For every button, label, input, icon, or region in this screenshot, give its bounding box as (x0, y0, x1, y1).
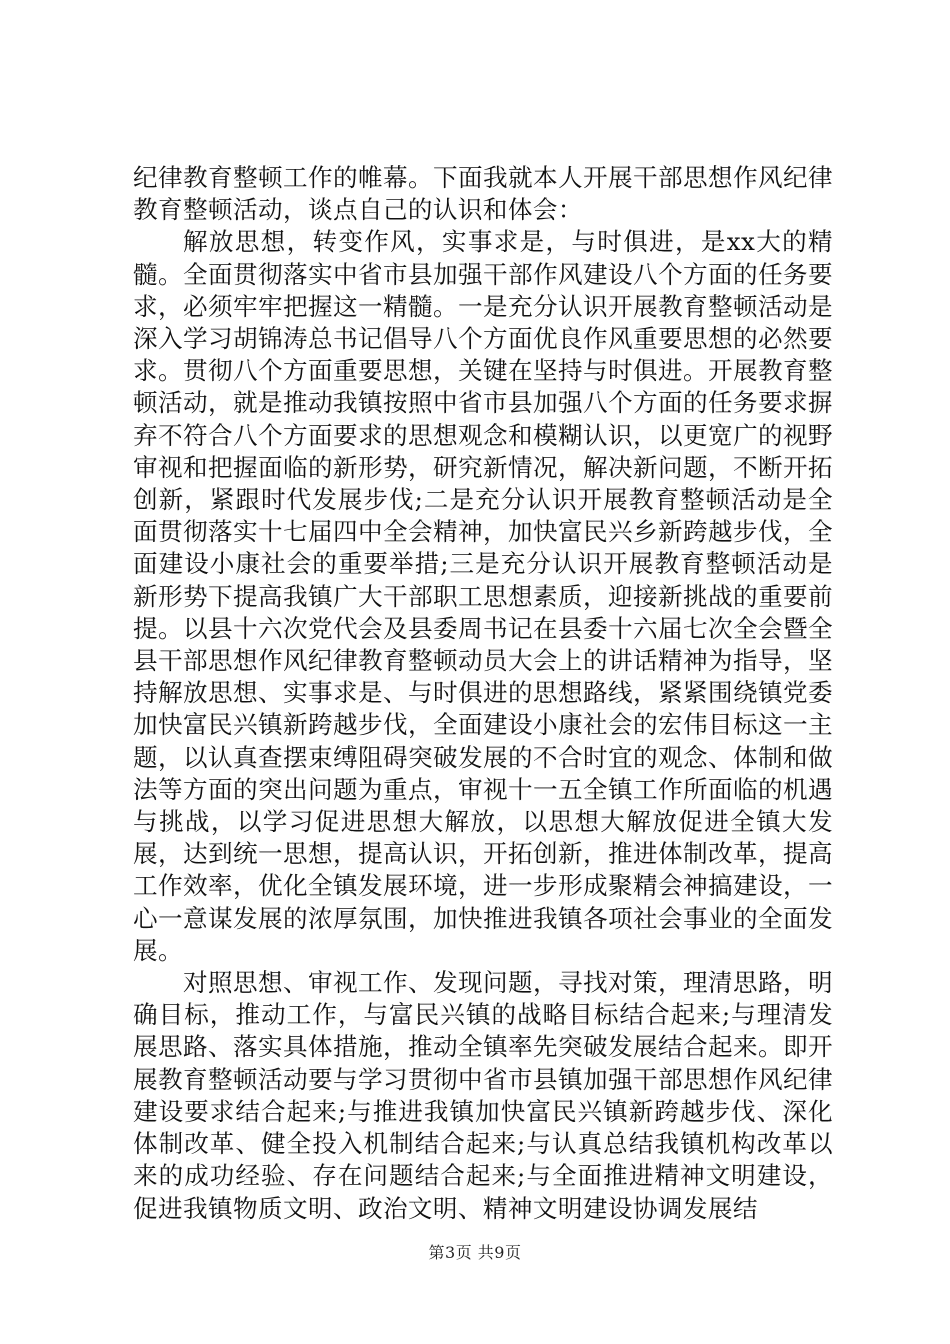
page-number-footer: 第3页 共9页 (428, 1243, 522, 1262)
paragraph: 解放思想，转变作风，实事求是，与时俱进，是xx大的精髓。全面贯彻落实中省市县加强干部作风建设八个方面的任务要求，必须牢牢把握这一精髓。一是充分认识开展教育整顿活动是深入学习胡锦涛总书记倡导八个方面优良作风重要思想的必然要求。贯彻八个方面重要思想，关键在坚持与时俱进。开展教育整顿活动，就是推动我镇按照中省市县加强八个方面的任务要求摒弃不符合八个方面要求的思想观念和模糊认识，以更宽广的视野审视和把握面临的新形势，研究新情况，解决新问题，不断开拓创新，紧跟时代发展步伐;二是充分认识开展教育整顿活动是全面贯彻落实十七届四中全会精神，加快富民兴乡新跨越步伐，全面建设小康社会的重要举措;三是充分认识开展教育整顿活动是新形势下提高我镇广大干部职工思想素质，迎接新挑战的重要前提。以县十六次党代会及县委周书记在县委十六届七次全会暨全县干部思想作风纪律教育整顿动员大会上的讲话精神为指导，坚持解放思想、实事求是、与时俱进的思想路线，紧紧围绕镇党委加快富民兴镇新跨越步伐，全面建设小康社会的宏伟目标这一主题，以认真查摆束缚阻碍突破发展的不合时宜的观念、体制和做法等方面的突出问题为重点，审视十一五全镇工作所面临的机遇与挑战，以学习促进思想大解放，以思想大解放促进全镇大发展，达到统一思想，提高认识，开拓创新，推进体制改革，提高工作效率，优化全镇发展环境，进一步形成聚精会神搞建设，一心一意谋发展的浓厚氛围，加快推进我镇各项社会事业的全面发展。 (133, 227, 833, 965)
paragraph-continuation: 纪律教育整顿工作的帷幕。下面我就本人开展干部思想作风纪律教育整顿活动，谈点自己的认识和体会： (133, 163, 833, 225)
document-body (133, 162, 833, 1225)
paragraph: 对照思想、审视工作、发现问题，寻找对策，理清思路，明确目标，推动工作，与富民兴镇的战略目标结合起来;与理清发展思路、落实具体措施，推动全镇率先突破发展结合起来。即开展教育整顿活动要与学习贯彻中省市县镇加强干部思想作风纪律建设要求结合起来;与推进我镇加快富民兴镇新跨越步伐、深化体制改革、健全投入机制结合起来;与认真总结我镇机构改革以来的成功经验、存在问题结合起来;与全面推进精神文明建设，促进我镇物质文明、政治文明、精神文明建设协调发展结 (133, 968, 833, 1223)
